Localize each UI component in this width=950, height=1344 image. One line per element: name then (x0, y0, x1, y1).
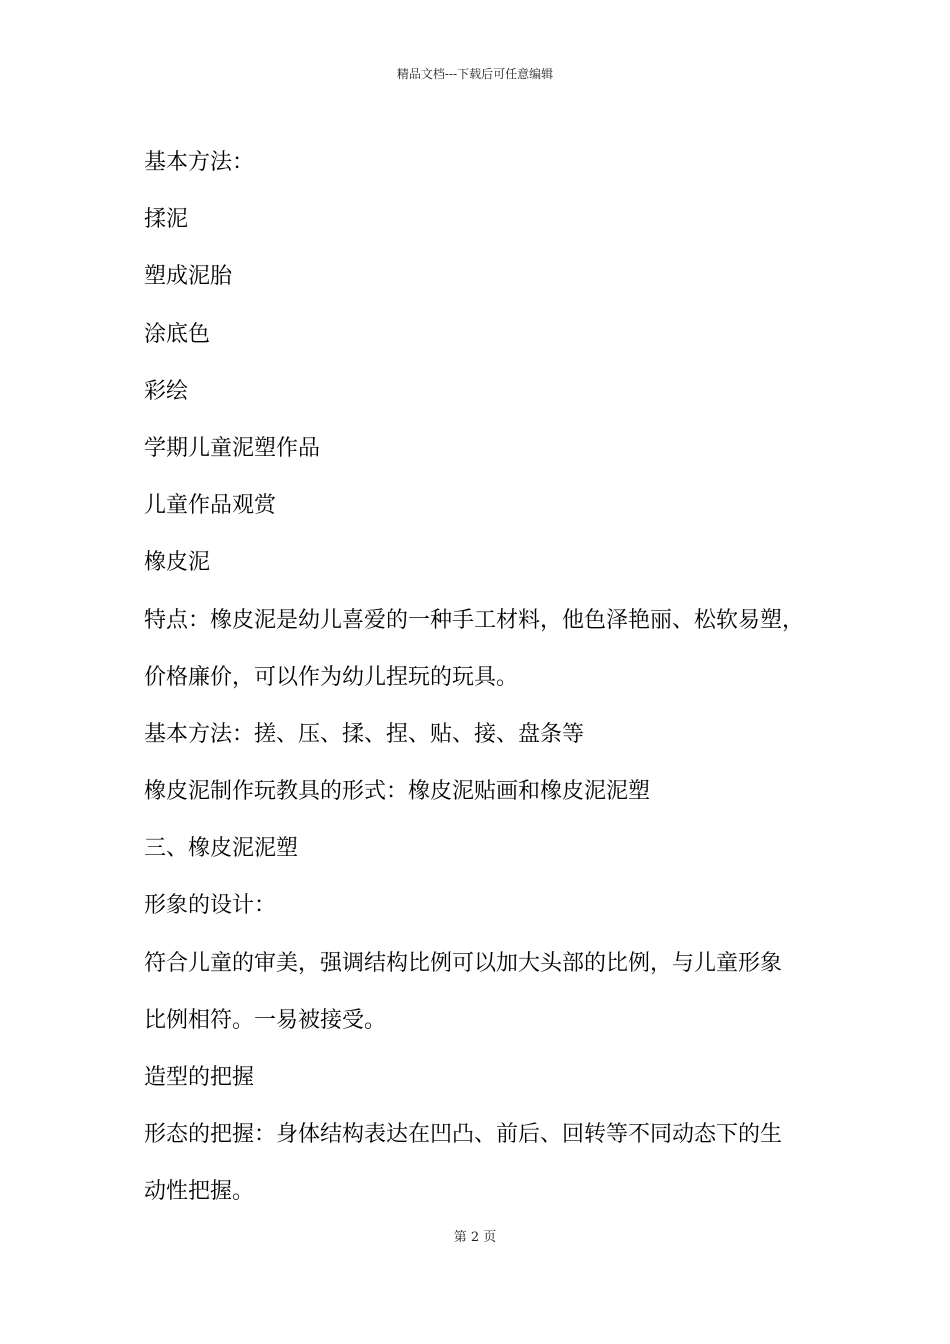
text-line: 儿童作品观赏 (144, 493, 277, 519)
text-line: 基本方法：搓、压、揉、捏、贴、接、盘条等 (144, 721, 585, 747)
text-line: 形象的设计： (144, 893, 277, 919)
text-line: 比例相符。一易被接受。 (144, 1007, 387, 1033)
document-body (144, 134, 834, 1221)
text-line: 橡皮泥制作玩教具的形式：橡皮泥贴画和橡皮泥泥塑 (144, 779, 651, 805)
page-number: 第 2 页 (453, 1230, 497, 1245)
text-line: 三、橡皮泥泥塑 (144, 836, 299, 862)
text-line: 彩绘 (144, 378, 189, 404)
text-line: 价格廉价，可以作为幼儿捏玩的玩具。 (144, 664, 519, 690)
text-line: 造型的把握 (144, 1065, 255, 1090)
text-line: 涂底色 (144, 321, 211, 347)
text-line: 学期儿童泥塑作品 (144, 435, 321, 461)
text-line: 符合儿童的审美，强调结构比例可以加大头部的比例，与儿童形象 (144, 950, 783, 976)
page-header: 精品文档---下载后可任意编辑 (396, 67, 554, 81)
text-line: 橡皮泥 (144, 550, 211, 576)
text-line: 动性把握。 (144, 1179, 255, 1205)
text-line: 形态的把握：身体结构表达在凹凸、前后、回转等不同动态下的生 (144, 1122, 783, 1148)
text-line: 塑成泥胎 (144, 264, 233, 290)
text-line: 特点：橡皮泥是幼儿喜爱的一种手工材料，他色泽艳丽、松软易塑， (144, 607, 805, 633)
text-line: 揉泥 (144, 207, 189, 233)
text-line: 基本方法： (144, 150, 255, 175)
